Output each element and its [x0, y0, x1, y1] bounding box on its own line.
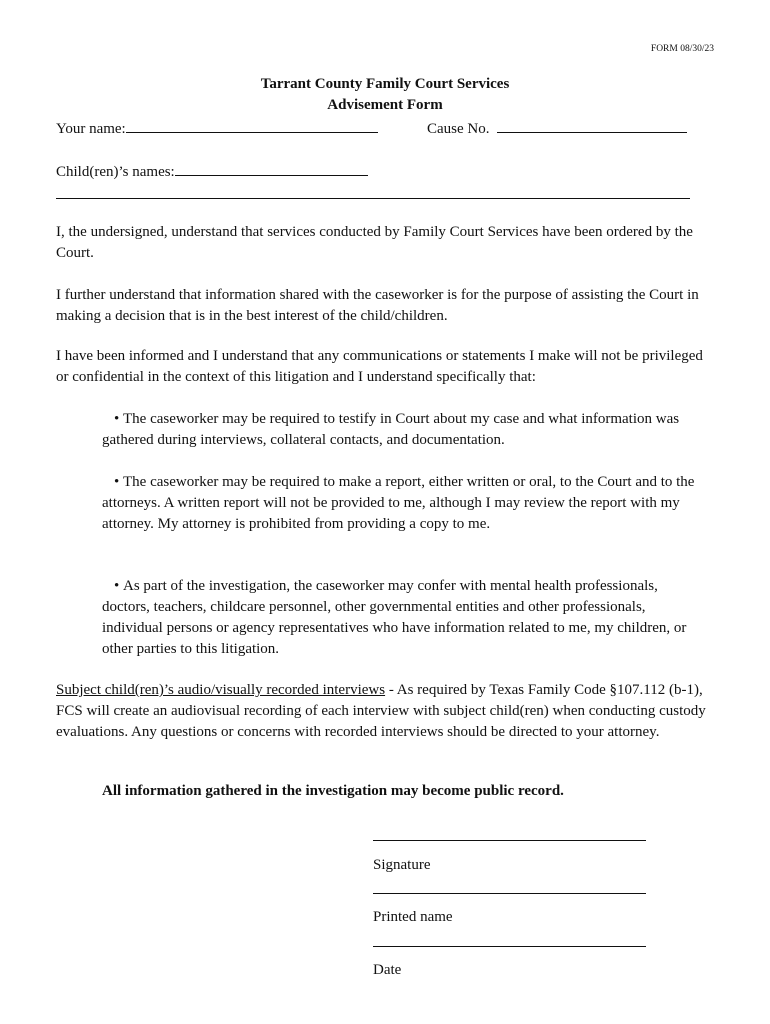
children-names-field[interactable] — [175, 161, 368, 176]
recorded-interviews-heading: Subject child(ren)’s audio/visually recorded interviews — [56, 682, 386, 698]
bullet-dot-icon: • — [114, 411, 124, 427]
bullet-confer — [102, 576, 702, 660]
signature-label: Signature — [373, 857, 431, 873]
children-names-continuation-field[interactable] — [56, 198, 690, 199]
paragraph-purpose: I further understand that information shared with the caseworker is for the purpose of assisting the Court in making a decision that is in the best interest of the child/children. — [56, 287, 699, 324]
cause-no-row — [427, 118, 687, 138]
bullet-text: As part of the investigation, the caseworker may confer with mental health professionals, doctors, teachers, childcare personnel, other governmental entities and other professionals, individual persons or agency representatives who have information related to me, my children, or other parties to this litigation. — [102, 578, 687, 657]
form-subtitle: Advisement Form — [327, 97, 443, 113]
cause-no-label: Cause No. — [427, 121, 490, 137]
printed-name-field[interactable] — [373, 893, 646, 894]
bullet-dot-icon: • — [114, 474, 124, 490]
your-name-field[interactable] — [126, 118, 378, 133]
date-label: Date — [373, 962, 402, 978]
printed-name-label: Printed name — [373, 909, 453, 925]
date-field[interactable] — [373, 946, 646, 947]
form-title: Tarrant County Family Court Services — [260, 76, 510, 92]
children-names-label: Child(ren)’s names: — [56, 164, 175, 180]
bullet-text: The caseworker may be required to testify in Court about my case and what information was gathered during interviews, collateral contacts, and documentation. — [102, 411, 680, 448]
bullet-report — [102, 472, 702, 535]
recorded-interviews-text: - As required by Texas Family Code §107.112 (b-1), FCS will create an audiovisual recording of each interview with subject child(ren) when conducting custody evaluations. Any questions or concerns with recorded interviews should be directed to your attorney. — [56, 682, 706, 740]
your-name-label: Your name: — [56, 121, 126, 137]
your-name-row — [56, 118, 378, 138]
form-code: FORM 08/30/23 — [650, 44, 714, 54]
children-names-row — [56, 161, 368, 181]
paragraph-ordered-by-court: I, the undersigned, understand that services conducted by Family Court Services have been ordered by the Court. — [56, 224, 693, 261]
paragraph-recorded-interviews — [56, 680, 706, 743]
bullet-testify — [102, 409, 702, 451]
cause-no-field[interactable] — [497, 118, 687, 133]
paragraph-not-privileged: I have been informed and I understand that any communications or statements I make will not be privileged or confidential in the context of this litigation and I understand specifically that: — [56, 348, 703, 385]
bullet-dot-icon: • — [114, 578, 124, 594]
public-record-note: All information gathered in the investigation may become public record. — [102, 783, 564, 799]
bullet-text: The caseworker may be required to make a report, either written or oral, to the Court and to the attorneys. A written report will not be provided to me, although I may review the report with my attorney. My attorney is prohibited from providing a copy to me. — [102, 474, 695, 532]
signature-field[interactable] — [373, 840, 646, 841]
